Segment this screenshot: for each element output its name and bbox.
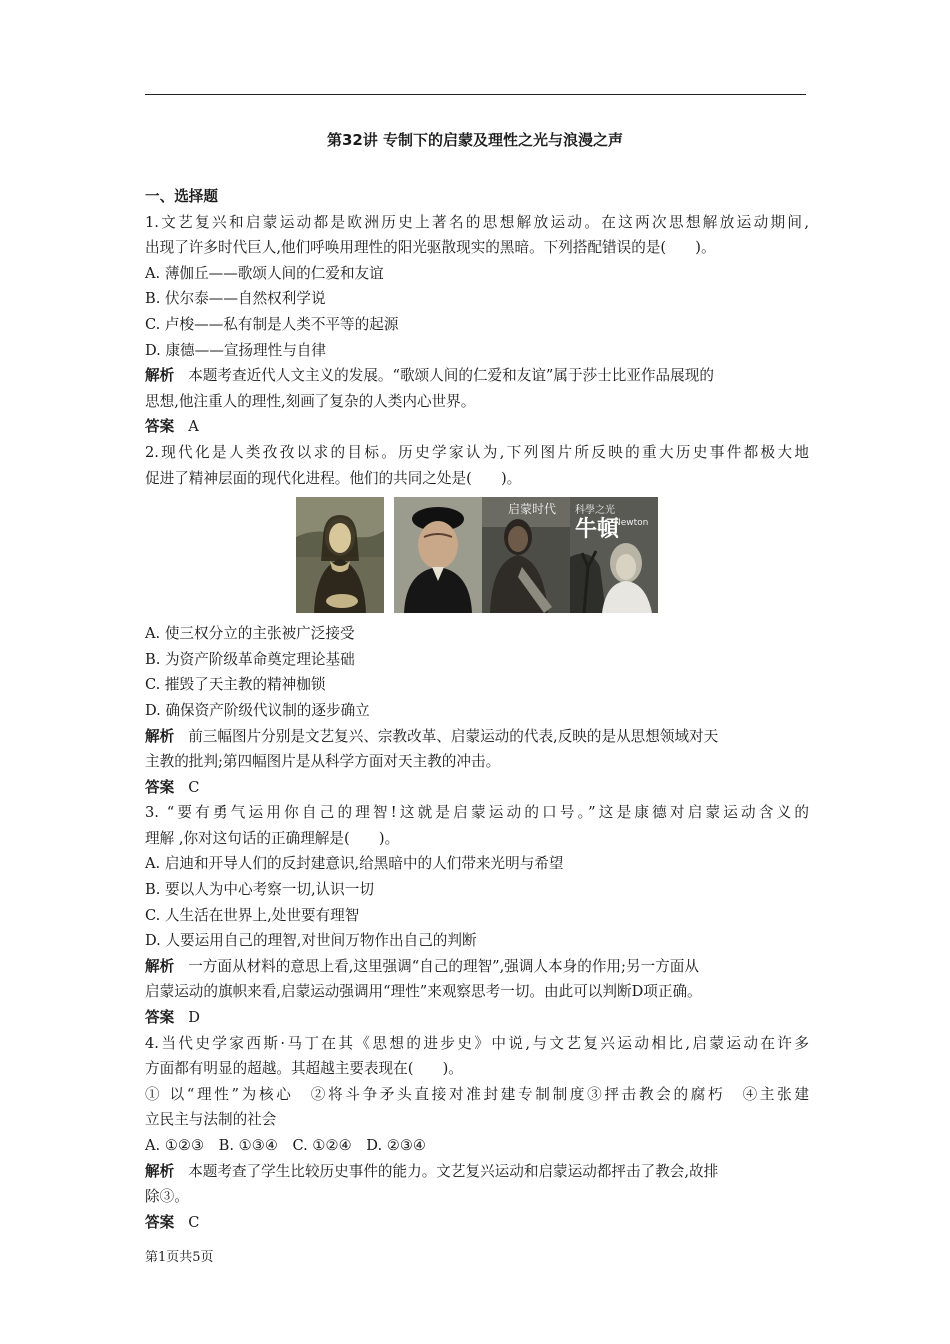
newton-book-cover-image xyxy=(570,497,658,613)
q4-stem-line-1: 4.当代史学家西斯·马丁在其《思想的进步史》中说,与文艺复兴运动相比,启蒙运动在许多 xyxy=(145,1034,809,1052)
fig4-caption-title: 牛頓 xyxy=(575,516,620,543)
q4-analysis-line-2: 除③。 xyxy=(145,1188,189,1206)
q4-items-line-2: 立民主与法制的社会 xyxy=(145,1111,277,1129)
q2-option-c: C. 摧毁了天主教的精神枷锁 xyxy=(145,676,326,694)
q3-stem-line-2: 理解 ,你对这句话的正确理解是( )。 xyxy=(145,829,400,847)
analysis-label: 解析 xyxy=(145,1162,175,1180)
q2-option-a: A. 使三权分立的主张被广泛接受 xyxy=(145,625,355,643)
q3-option-c: C. 人生活在世界上,处世要有理智 xyxy=(145,906,360,924)
q1-option-a: A. 薄伽丘——歌颂人间的仁爱和友谊 xyxy=(145,264,384,282)
q1-stem-line-1: 1.文艺复兴和启蒙运动都是欧洲历史上著名的思想解放运动。在这两次思想解放运动期间, xyxy=(145,213,809,231)
q2-analysis-line-2: 主教的批判;第四幅图片是从科学方面对天主教的冲击。 xyxy=(145,753,501,771)
q1-option-b: B. 伏尔泰——自然权利学说 xyxy=(145,290,326,308)
q3-option-d: D. 人要运用自己的理智,对世间万物作出自己的判断 xyxy=(145,932,477,950)
q3-answer: 答案 D xyxy=(145,1009,200,1027)
page-title: 第32讲 专制下的启蒙及理性之光与浪漫之声 xyxy=(326,131,624,149)
q1-option-d: D. 康德——宣扬理性与自律 xyxy=(145,341,326,359)
q4-stem-line-2: 方面都有明显的超越。其超越主要表现在( )。 xyxy=(145,1060,463,1078)
q3-stem-line-1: 3. “要有勇气运用你自己的理智!这就是启蒙运动的口号。”这是康德对启蒙运动含义的 xyxy=(145,804,809,822)
q1-analysis-line-1: 解析 本题考查近代人文主义的发展。“歌颂人间的仁爱和友谊”属于莎士比亚作品展现的 xyxy=(145,367,714,385)
analysis-label: 解析 xyxy=(145,957,175,975)
q4-answer: 答案 C xyxy=(145,1213,200,1231)
q4-options: A. ①②③ B. ①③④ C. ①②④ D. ②③④ xyxy=(145,1137,426,1154)
q2-analysis-line-1: 解析 前三幅图片分别是文艺复兴、宗教改革、启蒙运动的代表,反映的是从思想领域对天 xyxy=(145,727,719,745)
q3-option-b: B. 要以人为中心考察一切,认识一切 xyxy=(145,881,374,899)
q4-items-line-1: ① 以“理性”为核心 ②将斗争矛头直接对准封建专制制度③抨击教会的腐朽 ④主张建 xyxy=(145,1085,809,1103)
fig4-caption-series: 科學之光 xyxy=(575,505,615,517)
q2-figures xyxy=(145,491,809,621)
q2-option-d: D. 确保资产阶级代议制的逐步确立 xyxy=(145,701,370,719)
analysis-label: 解析 xyxy=(145,367,175,385)
q2-option-b: B. 为资产阶级革命奠定理论基础 xyxy=(145,650,355,668)
answer-label: 答案 xyxy=(145,1009,175,1027)
q1-analysis-line-2: 思想,他注重人的理性,刻画了复杂的人类内心世界。 xyxy=(145,392,476,410)
q2-stem-line-2: 促进了精神层面的现代化进程。他们的共同之处是( )。 xyxy=(145,469,522,487)
q1-answer: 答案 A xyxy=(145,418,199,436)
q3-analysis-line-1: 解析 一方面从材料的意思上看,这里强调“自己的理智”,强调人本身的作用;另一方面从 xyxy=(145,957,699,975)
page-footer: 第1页共5页 xyxy=(145,1250,214,1265)
q4-analysis-line-1: 解析 本题考查了学生比较历史事件的能力。文艺复兴运动和启蒙运动都抨击了教会,故排 xyxy=(145,1162,719,1180)
answer-label: 答案 xyxy=(145,778,175,796)
q1-stem-line-2: 出现了许多时代巨人,他们呼唤用理性的阳光驱散现实的黑暗。下列搭配错误的是( )。 xyxy=(145,239,716,257)
q1-option-c: C. 卢梭——私有制是人类不平等的起源 xyxy=(145,315,399,333)
analysis-label: 解析 xyxy=(145,727,175,745)
q3-analysis-line-2: 启蒙运动的旗帜来看,启蒙运动强调用“理性”来观察思考一切。由此可以判断D项正确。 xyxy=(145,983,702,1001)
section-heading: 一、选择题 xyxy=(145,188,218,205)
document-body xyxy=(145,184,809,1235)
q2-answer: 答案 C xyxy=(145,778,200,796)
answer-label: 答案 xyxy=(145,418,175,436)
fig4-caption-latin: Newton xyxy=(614,518,649,529)
header-rule xyxy=(145,94,806,95)
q3-option-a: A. 启迪和开导人们的反封建意识,给黑暗中的人们带来光明与希望 xyxy=(145,855,564,873)
q2-stem-line-1: 2.现代化是人类孜孜以求的目标。历史学家认为,下列图片所反映的重大历史事件都极大地 xyxy=(145,443,809,461)
luther-portrait-image xyxy=(394,497,482,613)
fig3-caption: 启蒙时代 xyxy=(508,502,557,517)
answer-label: 答案 xyxy=(145,1213,175,1231)
enlightenment-book-cover-image xyxy=(482,497,570,613)
mona-lisa-image xyxy=(296,497,384,613)
